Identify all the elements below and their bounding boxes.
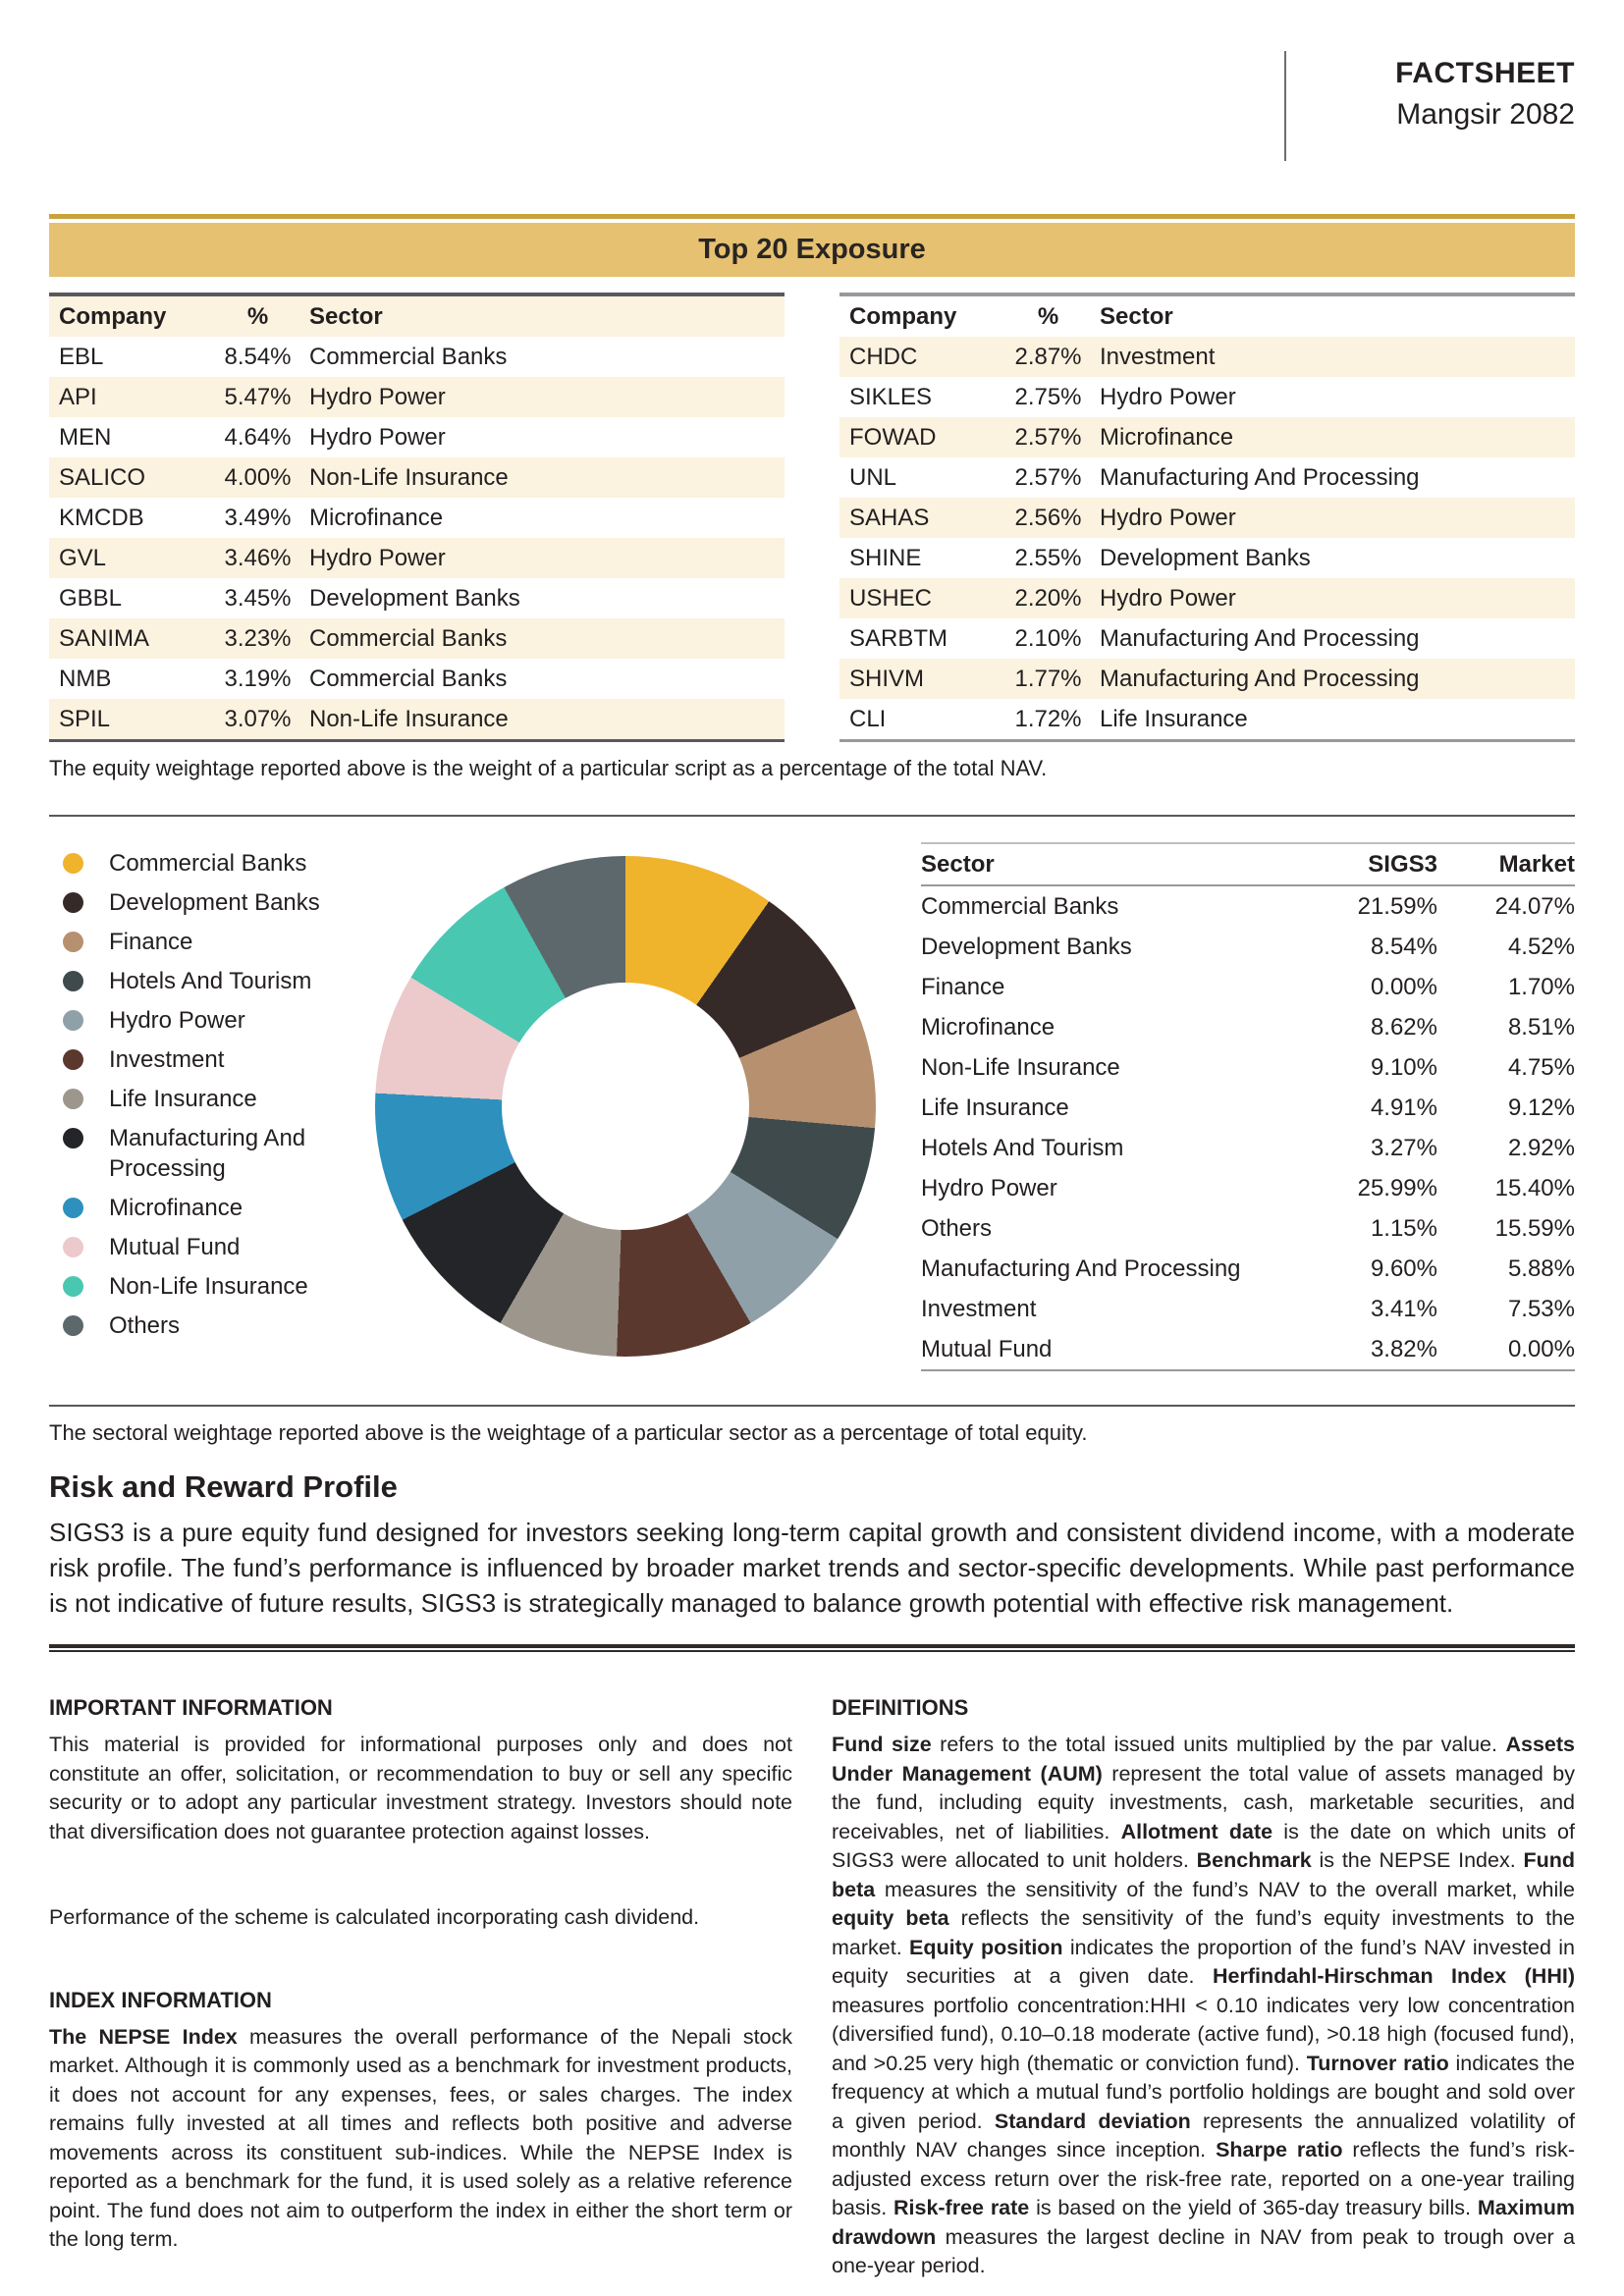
table-row xyxy=(921,1329,1575,1369)
table-row xyxy=(839,578,1575,618)
sector-cell: Hydro Power xyxy=(309,383,446,410)
legend-label: Development Banks xyxy=(109,889,320,916)
divider-rule xyxy=(49,815,1575,817)
sectoral-weightage-footnote: The sectoral weightage reported above is the weightage of a particular sector as a percentage of total equity. xyxy=(49,1420,1088,1445)
chart-legend xyxy=(49,848,375,1350)
company-cell: SALICO xyxy=(59,463,146,491)
sector-cell: Microfinance xyxy=(309,504,444,531)
sector-cell: Finance xyxy=(921,973,1005,1000)
sigs3-cell: 3.41% xyxy=(1370,1295,1437,1322)
market-cell: 9.12% xyxy=(1507,1094,1575,1121)
legend-swatch-icon xyxy=(63,1010,83,1031)
table-row xyxy=(49,618,785,659)
sector-cell: Manufacturing And Processing xyxy=(1100,624,1420,652)
table-row xyxy=(921,1088,1575,1128)
legend-label: Investment xyxy=(109,1046,225,1073)
important-information-paragraph: This material is provided for informational purposes only and does not constitute an offer, solicitation, or recommendation to buy or sell any specific security or to adopt any particular investment strategy. Investors should note that diversification does not guarantee protection against losses. xyxy=(49,1733,792,1843)
sector-cell: Life Insurance xyxy=(921,1094,1069,1121)
legend-item xyxy=(49,1123,375,1184)
legend-label: Finance xyxy=(109,929,193,955)
table-row xyxy=(921,1289,1575,1329)
exposure-right-header-row xyxy=(839,296,1575,337)
percent-header: % xyxy=(246,302,269,330)
market-cell: 4.52% xyxy=(1507,933,1575,960)
legend-swatch-icon xyxy=(63,1237,83,1257)
sector-cell: Non-Life Insurance xyxy=(309,705,509,732)
percent-cell: 5.47% xyxy=(224,383,292,410)
percent-cell: 2.20% xyxy=(1014,584,1082,612)
page-header xyxy=(0,0,1624,214)
legend-swatch-icon xyxy=(63,971,83,991)
page-title: FACTSHEET xyxy=(1395,57,1575,89)
legend-swatch-icon xyxy=(63,1089,83,1109)
market-cell: 24.07% xyxy=(1494,892,1575,920)
percent-cell: 8.54% xyxy=(224,343,292,370)
definitions-heading: DEFINITIONS xyxy=(832,1695,969,1720)
sector-cell: Commercial Banks xyxy=(921,892,1119,920)
sector-table-header-row xyxy=(921,844,1575,886)
sector-header: Sector xyxy=(921,850,995,878)
performance-note: Performance of the scheme is calculated incorporating cash dividend. xyxy=(49,1905,700,1929)
sector-cell: Hydro Power xyxy=(1100,383,1236,410)
percent-cell: 3.49% xyxy=(224,504,292,531)
sector-table-rows xyxy=(921,886,1575,1369)
sector-cell: Hydro Power xyxy=(309,423,446,451)
legend-item xyxy=(49,1310,375,1341)
legend-item xyxy=(49,1005,375,1036)
market-cell: 2.92% xyxy=(1507,1134,1575,1161)
percent-cell: 2.10% xyxy=(1014,624,1082,652)
sector-cell: Investment xyxy=(1100,343,1216,370)
company-cell: USHEC xyxy=(849,584,933,612)
exposure-tables xyxy=(49,293,1575,742)
legend-item xyxy=(49,1084,375,1114)
table-row xyxy=(921,1007,1575,1047)
important-information-heading: IMPORTANT INFORMATION xyxy=(49,1695,333,1720)
company-cell: KMCDB xyxy=(59,504,144,531)
sector-cell: Hydro Power xyxy=(1100,504,1236,531)
legend-label: Others xyxy=(109,1312,181,1339)
legend-item xyxy=(49,1271,375,1302)
sector-allocation-section xyxy=(49,842,1575,1371)
percent-cell: 2.57% xyxy=(1014,423,1082,451)
legend-swatch-icon xyxy=(63,1128,83,1148)
info-column-right xyxy=(832,1695,1575,2281)
sigs3-cell: 8.54% xyxy=(1370,933,1437,960)
table-row xyxy=(49,498,785,538)
header-divider-line xyxy=(1284,51,1286,161)
table-row xyxy=(921,886,1575,927)
percent-cell: 3.46% xyxy=(224,544,292,571)
company-cell: MEN xyxy=(59,423,112,451)
sigs3-cell: 9.60% xyxy=(1370,1255,1437,1282)
exposure-right-rows xyxy=(839,337,1575,739)
legend-label: Hotels And Tourism xyxy=(109,968,312,994)
exposure-table-left xyxy=(49,293,785,742)
legend-label: Commercial Banks xyxy=(109,850,307,877)
legend-label: Life Insurance xyxy=(109,1086,257,1112)
table-row xyxy=(49,699,785,739)
sector-cell: Commercial Banks xyxy=(309,624,508,652)
legend-item xyxy=(49,966,375,996)
legend-label: Microfinance xyxy=(109,1195,244,1221)
sector-cell: Development Banks xyxy=(921,933,1132,960)
percent-cell: 3.07% xyxy=(224,705,292,732)
sigs3-header: SIGS3 xyxy=(1368,850,1437,878)
table-row xyxy=(839,538,1575,578)
table-row xyxy=(49,377,785,417)
sector-cell: Development Banks xyxy=(309,584,520,612)
percent-cell: 3.19% xyxy=(224,665,292,692)
sector-cell: Hydro Power xyxy=(921,1174,1057,1201)
market-cell: 15.40% xyxy=(1494,1174,1575,1201)
legend-swatch-icon xyxy=(63,1315,83,1336)
page-subtitle: Mangsir 2082 xyxy=(1396,98,1575,131)
market-cell: 0.00% xyxy=(1507,1335,1575,1362)
legend-label: Mutual Fund xyxy=(109,1234,241,1260)
legend-swatch-icon xyxy=(63,932,83,952)
sigs3-cell: 8.62% xyxy=(1370,1013,1437,1041)
company-cell: SANIMA xyxy=(59,624,150,652)
table-row xyxy=(49,417,785,457)
company-cell: SHIVM xyxy=(849,665,925,692)
table-row xyxy=(839,457,1575,498)
exposure-left-header-row xyxy=(49,296,785,337)
percent-cell: 1.77% xyxy=(1014,665,1082,692)
table-row xyxy=(921,1208,1575,1249)
sector-weights-table xyxy=(921,842,1575,1371)
sector-cell: Others xyxy=(921,1214,993,1242)
table-row xyxy=(921,1128,1575,1168)
legend-swatch-icon xyxy=(63,853,83,874)
market-cell: 4.75% xyxy=(1507,1053,1575,1081)
table-row xyxy=(921,1168,1575,1208)
company-cell: EBL xyxy=(59,343,104,370)
market-cell: 1.70% xyxy=(1507,973,1575,1000)
company-cell: API xyxy=(59,383,97,410)
equity-weightage-footnote: The equity weightage reported above is the weight of a particular script as a percentage of the total NAV. xyxy=(49,756,1048,780)
sector-cell: Non-Life Insurance xyxy=(921,1053,1120,1081)
legend-item xyxy=(49,1193,375,1223)
percent-cell: 2.55% xyxy=(1014,544,1082,571)
thick-divider-rule xyxy=(49,1644,1575,1652)
sector-cell: Mutual Fund xyxy=(921,1335,1053,1362)
market-cell: 8.51% xyxy=(1507,1013,1575,1041)
market-cell: 15.59% xyxy=(1494,1214,1575,1242)
sector-cell: Investment xyxy=(921,1295,1037,1322)
company-cell: UNL xyxy=(849,463,897,491)
table-row xyxy=(49,578,785,618)
legend-item xyxy=(49,848,375,879)
company-cell: SARBTM xyxy=(849,624,948,652)
table-row xyxy=(839,377,1575,417)
index-information-heading: INDEX INFORMATION xyxy=(49,1987,272,2012)
legend-swatch-icon xyxy=(63,1276,83,1297)
legend-item xyxy=(49,887,375,918)
gold-rule xyxy=(49,214,1575,219)
sector-cell: Life Insurance xyxy=(1100,705,1248,732)
company-cell: FOWAD xyxy=(849,423,937,451)
risk-reward-heading: Risk and Reward Profile xyxy=(49,1469,398,1504)
table-row xyxy=(839,699,1575,739)
sector-cell: Manufacturing And Processing xyxy=(921,1255,1241,1282)
market-header: Market xyxy=(1498,850,1575,878)
sector-cell: Development Banks xyxy=(1100,544,1311,571)
legend-item xyxy=(49,927,375,957)
sigs3-cell: 4.91% xyxy=(1370,1094,1437,1121)
legend-item xyxy=(49,1232,375,1262)
table-row xyxy=(49,457,785,498)
company-cell: SHINE xyxy=(849,544,922,571)
sector-header: Sector xyxy=(309,302,383,330)
company-cell: NMB xyxy=(59,665,112,692)
company-cell: SIKLES xyxy=(849,383,933,410)
sector-cell: Commercial Banks xyxy=(309,665,508,692)
company-cell: CLI xyxy=(849,705,887,732)
banner-title: Top 20 Exposure xyxy=(698,234,926,265)
table-row xyxy=(49,538,785,578)
sector-cell: Hydro Power xyxy=(309,544,446,571)
sigs3-cell: 0.00% xyxy=(1370,973,1437,1000)
info-column-left xyxy=(49,1695,792,2281)
legend-swatch-icon xyxy=(63,892,83,913)
company-cell: SPIL xyxy=(59,705,111,732)
definitions-paragraph: Fund size refers to the total issued units multiplied by the par value. Assets Under Management (AUM) represent the total value of assets managed by the fund, including equity investments, cash, marketable securities, and receivables, net of liabilities. Allotment date is the date on which units of SIGS3 were allocated to unit holders. Benchmark is the NEPSE Index. Fund beta measures the sensitivity of the fund’s NAV to the overall market, while equity beta reflects the sensitivity of the fund’s equity investments to the market. Equity position indicates the proportion of the fund’s NAV invested in equity securities at a given date. Herfindahl-Hirschman Index (HHI) measures portfolio concentration:HHI < 0.10 indicates very low concentration (diversified fund), 0.10–0.18 moderate (active fund), >0.18 high (focused fund), and >0.25 very high (thematic or conviction fund). Turnover ratio indicates the frequency at which a mutual fund’s portfolio holdings are bought and sold over a given period. Standard deviation represents the annualized volatility of monthly NAV changes since inception. Sharpe ratio reflects the fund’s risk-adjusted excess return over the risk-free rate, reported on a one-year trailing basis. Risk-free rate is based on the yield of 365-day treasury bills. Maximum drawdown measures the largest decline in NAV from peak to trough over a one-year period. xyxy=(832,1733,1575,2277)
sector-cell: Microfinance xyxy=(1100,423,1234,451)
divider-rule xyxy=(49,1405,1575,1407)
legend-label: Hydro Power xyxy=(109,1007,245,1034)
sigs3-cell: 21.59% xyxy=(1357,892,1437,920)
sector-cell: Commercial Banks xyxy=(309,343,508,370)
table-row xyxy=(921,927,1575,967)
percent-cell: 3.45% xyxy=(224,584,292,612)
sector-cell: Manufacturing And Processing xyxy=(1100,665,1420,692)
sector-cell: Non-Life Insurance xyxy=(309,463,509,491)
table-row xyxy=(839,498,1575,538)
table-row xyxy=(49,337,785,377)
table-row xyxy=(921,1047,1575,1088)
sector-cell: Manufacturing And Processing xyxy=(1100,463,1420,491)
company-cell: CHDC xyxy=(849,343,918,370)
company-header: Company xyxy=(59,302,167,330)
legend-swatch-icon xyxy=(63,1049,83,1070)
table-row xyxy=(921,1249,1575,1289)
table-row xyxy=(839,417,1575,457)
percent-cell: 2.87% xyxy=(1014,343,1082,370)
sector-header: Sector xyxy=(1100,302,1173,330)
sector-donut-chart xyxy=(375,856,876,1357)
sigs3-cell: 3.27% xyxy=(1370,1134,1437,1161)
table-row xyxy=(839,618,1575,659)
company-cell: GVL xyxy=(59,544,107,571)
percent-cell: 1.72% xyxy=(1014,705,1082,732)
table-row xyxy=(839,337,1575,377)
legend-swatch-icon xyxy=(63,1198,83,1218)
sigs3-cell: 25.99% xyxy=(1357,1174,1437,1201)
percent-cell: 2.56% xyxy=(1014,504,1082,531)
sector-cell: Hydro Power xyxy=(1100,584,1236,612)
index-information-paragraph: The NEPSE Index measures the overall performance of the Nepali stock market. Although it is commonly used as a benchmark for investment products, it does not account for any expenses, fees, or sales charges. The index remains fully invested at all times and reflects both positive and adverse movements across its constituent sub-indices. While the NEPSE Index is reported as a benchmark for the fund, it is used solely as a relative reference point. The fund does not aim to outperform the index in either the short term or the long term. xyxy=(49,2024,792,2251)
table-row xyxy=(921,967,1575,1007)
sector-cell: Microfinance xyxy=(921,1013,1056,1041)
percent-cell: 4.00% xyxy=(224,463,292,491)
table-row xyxy=(49,659,785,699)
sigs3-cell: 3.82% xyxy=(1370,1335,1437,1362)
info-section xyxy=(49,1695,1575,2281)
percent-cell: 2.75% xyxy=(1014,383,1082,410)
company-header: Company xyxy=(849,302,957,330)
table-row xyxy=(839,659,1575,699)
sector-cell: Hotels And Tourism xyxy=(921,1134,1124,1161)
market-cell: 5.88% xyxy=(1507,1255,1575,1282)
section-banner xyxy=(49,223,1575,277)
market-cell: 7.53% xyxy=(1507,1295,1575,1322)
header-text-block xyxy=(1395,57,1575,132)
legend-label: Manufacturing And Processing xyxy=(109,1125,306,1182)
legend-label: Non-Life Insurance xyxy=(109,1273,308,1300)
percent-cell: 2.57% xyxy=(1014,463,1082,491)
exposure-left-rows xyxy=(49,337,785,739)
exposure-table-right xyxy=(839,293,1575,742)
donut-hole xyxy=(502,983,749,1230)
percent-header: % xyxy=(1037,302,1059,330)
sigs3-cell: 1.15% xyxy=(1370,1214,1437,1242)
company-cell: GBBL xyxy=(59,584,123,612)
risk-reward-body: SIGS3 is a pure equity fund designed for investors seeking long-term capital growth and consistent dividend income, with a moderate risk profile. The fund’s performance is influenced by broader market trends and sector-specific developments. While past performance is not indicative of future results, SIGS3 is strategically managed to balance growth potential with effective risk management. xyxy=(49,1518,1575,1618)
company-cell: SAHAS xyxy=(849,504,930,531)
sigs3-cell: 9.10% xyxy=(1370,1053,1437,1081)
legend-item xyxy=(49,1044,375,1075)
percent-cell: 4.64% xyxy=(224,423,292,451)
percent-cell: 3.23% xyxy=(224,624,292,652)
